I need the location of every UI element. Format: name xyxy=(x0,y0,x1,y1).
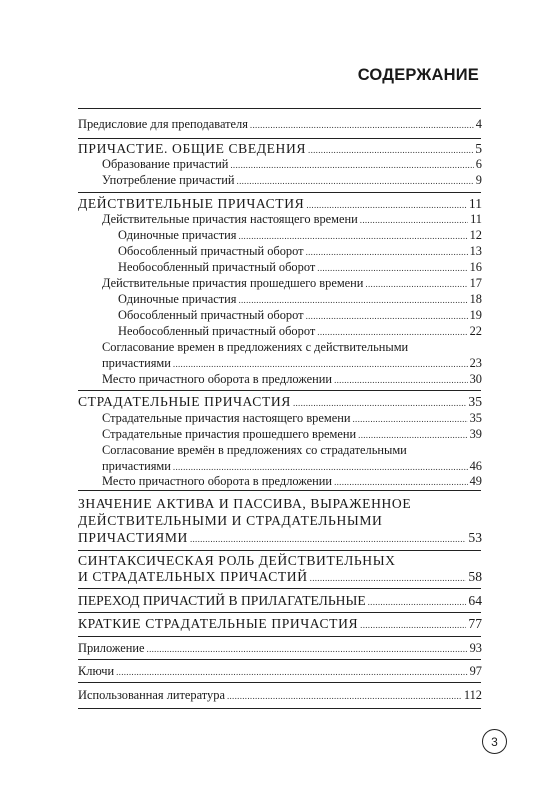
toc-entry-title: СТРАДАТЕЛЬНЫЕ ПРИЧАСТИЯ xyxy=(78,394,291,409)
toc-entry-page: 4 xyxy=(475,117,482,131)
divider xyxy=(78,490,481,491)
toc-entry-title-line: ЗНАЧЕНИЕ АКТИВА И ПАССИВА, ВЫРАЖЕННОЕ xyxy=(78,496,412,511)
toc-entry-page: 35 xyxy=(469,411,482,425)
toc-entry-title-line: Согласование времен в предложениях с действительными xyxy=(102,340,409,354)
toc-entry-title: ДЕЙСТВИТЕЛЬНЫЕ ПРИЧАСТИЯ xyxy=(78,196,305,211)
toc-entry[interactable] xyxy=(102,411,482,427)
toc-entry-title: Использованная литература xyxy=(78,688,225,702)
toc-entry-title-line: ДЕЙСТВИТЕЛЬНЫМИ И СТРАДАТЕЛЬНЫМИ xyxy=(78,513,383,528)
toc-entry-title: Одиночные причастия xyxy=(118,292,237,306)
toc-entry[interactable] xyxy=(118,324,482,340)
toc-entry-page: 9 xyxy=(475,173,482,187)
toc-entry-title: ПРИЧАСТИЯМИ xyxy=(78,530,188,545)
toc-entry[interactable] xyxy=(118,228,482,244)
toc-entry[interactable] xyxy=(102,459,482,475)
toc-entry-title: Образование причастий xyxy=(102,157,229,171)
toc-entry-page: 35 xyxy=(468,394,482,409)
toc-entry-title: Действительные причастия настоящего времени xyxy=(102,212,358,226)
toc-entry-page: 23 xyxy=(469,356,482,370)
toc-entry-page: 53 xyxy=(468,530,482,545)
divider xyxy=(78,708,481,709)
toc-entry-preface[interactable] xyxy=(78,117,482,133)
toc-entry-title: Действительные причастия прошедшего времени xyxy=(102,276,364,290)
toc-entry-page: 6 xyxy=(475,157,482,171)
toc-entry-page: 97 xyxy=(469,664,482,678)
toc-entry-title: причастиями xyxy=(102,356,171,370)
divider xyxy=(78,192,481,193)
toc-entry[interactable] xyxy=(118,308,482,324)
toc-section-short[interactable] xyxy=(78,616,482,633)
toc-entry-page: 77 xyxy=(468,616,482,631)
toc-entry-title: КРАТКИЕ СТРАДАТЕЛЬНЫЕ ПРИЧАСТИЯ xyxy=(78,616,359,631)
divider xyxy=(78,550,481,551)
toc-entry-title: Употребление причастий xyxy=(102,173,235,187)
toc-entry-title-line: Согласование времён в предложениях со страдательными xyxy=(102,443,407,457)
toc-entry-title: Страдательные причастия настоящего времени xyxy=(102,411,351,425)
toc-entry-title: Необособленный причастный оборот xyxy=(118,260,316,274)
toc-entry-page: 13 xyxy=(469,244,482,258)
toc-entry[interactable] xyxy=(102,212,482,228)
toc-entry-title: Приложение xyxy=(78,641,145,655)
toc-entry-title: Обособленный причастный оборот xyxy=(118,308,304,322)
toc-entry-title: Место причастного оборота в предложении xyxy=(102,474,333,488)
toc-entry-page: 16 xyxy=(469,260,482,274)
toc-entry-title: Место причастного оборота в предложении xyxy=(102,372,333,386)
toc-entry-page: 17 xyxy=(469,276,482,290)
toc-entry[interactable] xyxy=(118,244,482,260)
page-number: 3 xyxy=(482,729,507,754)
toc-entry-page: 64 xyxy=(468,593,482,608)
divider xyxy=(78,612,481,613)
toc-section-meaning[interactable] xyxy=(78,530,482,547)
toc-entry-page: 5 xyxy=(475,141,482,156)
toc-entry-title: Ключи xyxy=(78,664,115,678)
toc-entry[interactable] xyxy=(102,356,482,372)
toc-entry-literature[interactable] xyxy=(78,688,482,704)
toc-section-passive[interactable] xyxy=(78,394,482,411)
toc-section-syntax[interactable] xyxy=(78,569,482,586)
toc-entry-page: 11 xyxy=(468,196,482,211)
toc-entry-page: 19 xyxy=(469,308,482,322)
toc-entry[interactable] xyxy=(118,260,482,276)
toc-entry[interactable] xyxy=(102,372,482,388)
toc-entry[interactable] xyxy=(102,276,482,292)
divider xyxy=(78,138,481,139)
toc-entry-page: 93 xyxy=(469,641,482,655)
page-title: СОДЕРЖАНИЕ xyxy=(357,66,479,84)
toc-entry-page: 49 xyxy=(469,474,482,488)
toc-entry-page: 12 xyxy=(469,228,482,242)
toc-entry[interactable] xyxy=(102,427,482,443)
toc-entry-title-line: СИНТАКСИЧЕСКАЯ РОЛЬ ДЕЙСТВИТЕЛЬНЫХ xyxy=(78,553,396,568)
toc-section-transition[interactable] xyxy=(78,593,482,610)
toc-entry-title: Предисловие для преподавателя xyxy=(78,117,248,131)
toc-section-general[interactable] xyxy=(78,141,482,158)
divider xyxy=(78,659,481,660)
toc-entry[interactable] xyxy=(118,292,482,308)
divider xyxy=(78,108,481,109)
toc-entry[interactable] xyxy=(102,157,482,173)
toc-entry-page: 18 xyxy=(469,292,482,306)
toc-entry-title: ПРИЧАСТИЕ. ОБЩИЕ СВЕДЕНИЯ xyxy=(78,141,307,156)
divider xyxy=(78,588,481,589)
toc-entry-page: 11 xyxy=(470,212,482,226)
toc-entry-title: Страдательные причастия прошедшего времени xyxy=(102,427,357,441)
toc-entry[interactable] xyxy=(102,173,482,189)
toc-section-active[interactable] xyxy=(78,196,482,213)
toc-entry-page: 22 xyxy=(469,324,482,338)
toc-entry-title: Обособленный причастный оборот xyxy=(118,244,304,258)
toc-entry-title: Необособленный причастный оборот xyxy=(118,324,316,338)
toc-entry-keys[interactable] xyxy=(78,664,482,680)
toc-entry-page: 30 xyxy=(469,372,482,386)
toc-entry-appendix[interactable] xyxy=(78,641,482,657)
toc-entry-title: И СТРАДАТЕЛЬНЫХ ПРИЧАСТИЙ xyxy=(78,569,308,584)
toc-entry-title: причастиями xyxy=(102,459,171,473)
divider xyxy=(78,636,481,637)
toc-entry[interactable] xyxy=(102,474,482,490)
toc-entry-title: Одиночные причастия xyxy=(118,228,237,242)
toc-entry-title: ПЕРЕХОД ПРИЧАСТИЙ В ПРИЛАГАТЕЛЬНЫЕ xyxy=(78,593,366,608)
toc-entry-page: 39 xyxy=(469,427,482,441)
toc-entry-page: 112 xyxy=(463,688,482,702)
divider xyxy=(78,390,481,391)
toc-entry-page: 58 xyxy=(468,569,482,584)
toc-entry-page: 46 xyxy=(469,459,482,473)
divider xyxy=(78,682,481,683)
